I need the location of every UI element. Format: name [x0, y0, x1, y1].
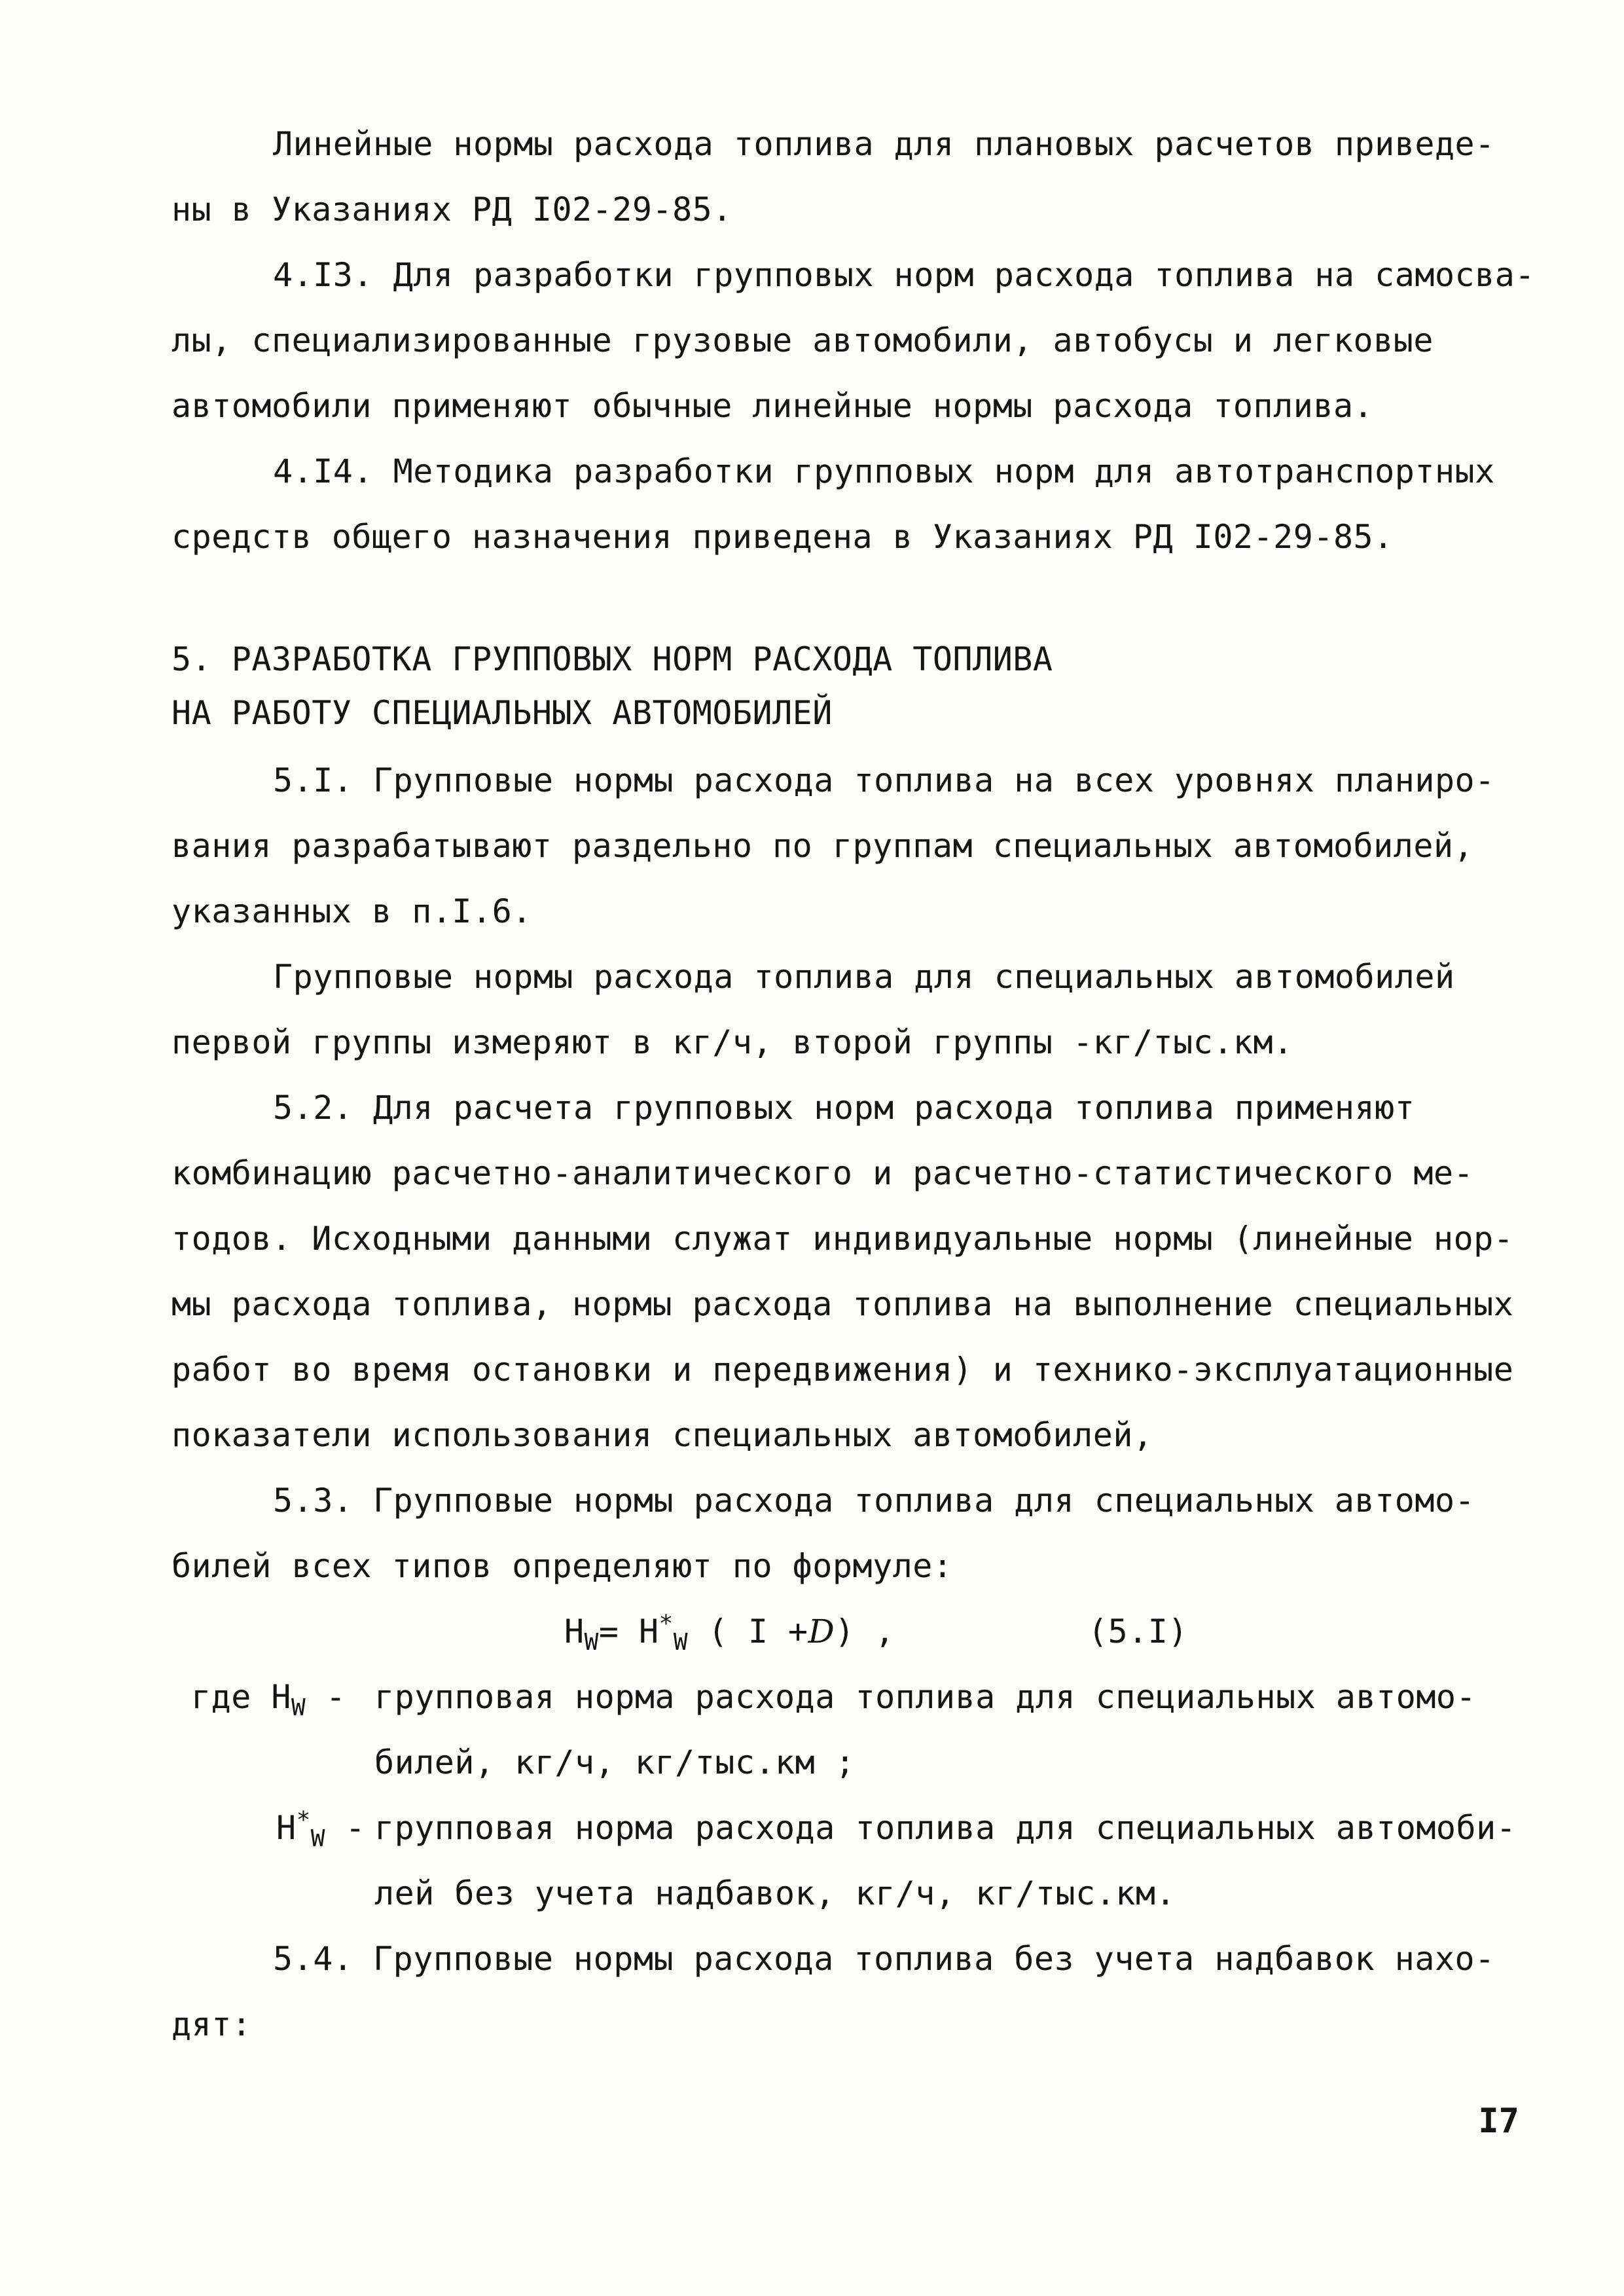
hw-star-dash: -	[345, 1809, 366, 1847]
para-5-3-line1: 5.3. Групповые нормы расхода топлива для специальных автомо-	[273, 1482, 1475, 1520]
para-5-2-line4: мы расхода топлива, нормы расхода топлива на выполнение специальных	[171, 1285, 1514, 1323]
section-heading-line2: НА РАБОТУ СПЕЦИАЛЬНЫХ АВТОМОБИЛЕЙ	[171, 694, 833, 732]
formula-expression	[564, 1599, 895, 1664]
para-4-13-line1: 4.I3. Для разработки групповых норм расхода топлива на самосва-	[273, 256, 1535, 294]
hw-symbol: H	[271, 1678, 292, 1716]
document-page	[171, 111, 1535, 2057]
formula-eq: =	[598, 1613, 619, 1650]
formula-d-symbol: D	[808, 1613, 835, 1650]
para-4-14-line2: средств общего назначения приведена в Указаниях РД I02-29-85.	[171, 518, 1394, 556]
para-5-2-line6: показатели использования специальных автомобилей,	[171, 1416, 1153, 1454]
formula-5-1	[171, 1599, 1513, 1664]
para-5-4-line2: дят:	[171, 2005, 252, 2043]
definition-hw-star-line1: групповая норма расхода топлива для специальных автомоби-	[374, 1809, 1517, 1847]
definition-hw-line1: групповая норма расхода топлива для специальных автомо-	[374, 1678, 1477, 1716]
definition-hw	[171, 1664, 1513, 1795]
section-5-heading	[171, 635, 1513, 737]
formula-lhs-sub: W	[584, 1629, 599, 1656]
para-5-1-line2: вания разрабатывают раздельно по группам специальных автомобилей,	[171, 827, 1474, 865]
para-5-1b-line1: Групповые нормы расхода топлива для специальных автомобилей	[273, 958, 1455, 996]
definitions-list	[171, 1664, 1517, 1926]
para-4-14-line1: 4.I4. Методика разработки групповых норм для автотранспортных	[273, 452, 1495, 490]
definition-hw-term	[191, 1664, 346, 1730]
para-4-12-line1: Линейные нормы расхода топлива для плановых расчетов приведе-	[273, 125, 1495, 163]
para-5-4-line1: 5.4. Групповые нормы расхода топлива без учета надбавок нахо-	[273, 1940, 1495, 1978]
formula-close: ) ,	[835, 1613, 895, 1650]
para-4-13-line2: лы, специализированные грузовые автомобили, автобусы и легковые	[171, 321, 1434, 359]
para-5-1b-line2: первой группы измеряют в кг/ч, второй группы -кг/тыс.км.	[171, 1023, 1293, 1061]
section-heading-line1: 5. РАЗРАБОТКА ГРУППОВЫХ НОРМ РАСХОДА ТОПЛИВА	[171, 640, 1053, 678]
definition-hw-line2: билей, кг/ч, кг/тыс.км ;	[374, 1743, 856, 1781]
definition-hw-star	[171, 1795, 1517, 1926]
page-number: I7	[1478, 2102, 1519, 2141]
formula-rest: ( I +	[708, 1613, 808, 1650]
para-5-2-line1: 5.2. Для расчета групповых норм расхода топлива применяют	[273, 1089, 1415, 1127]
para-5-3-line2: билей всех типов определяют по формуле:	[171, 1547, 953, 1585]
definition-hw-star-term	[276, 1795, 365, 1861]
definition-hw-star-line2: лей без учета надбавок, кг/ч, кг/тыс.км.	[374, 1874, 1176, 1912]
para-5-2-line3: тодов. Исходными данными служат индивидуальные нормы (линейные нор-	[171, 1220, 1514, 1258]
para-4-13-line3: автомобили применяют обычные линейные нормы расхода топлива.	[171, 387, 1374, 425]
formula-rhs-sup: *	[659, 1610, 674, 1637]
where-label: где	[191, 1678, 251, 1716]
hw-star-symbol: H	[276, 1809, 297, 1847]
para-5-2-line5: работ во время остановки и передвижения) и технико-эксплуатационные	[171, 1351, 1514, 1389]
formula-rhs-sub: W	[673, 1629, 688, 1656]
hw-star-sub: W	[310, 1825, 325, 1852]
formula-rhs: H	[639, 1613, 659, 1650]
para-5-1-line3: указанных в п.I.6.	[171, 892, 532, 930]
para-5-2-line2: комбинацию расчетно-аналитического и расчетно-статистического ме-	[171, 1154, 1474, 1192]
hw-dash: -	[325, 1678, 346, 1716]
hw-star-sup: *	[296, 1806, 311, 1834]
para-5-1-line1: 5.I. Групповые нормы расхода топлива на всех уровнях планиро-	[273, 761, 1495, 799]
hw-sub: W	[291, 1694, 306, 1721]
para-4-12-line2: ны в Указаниях РД I02-29-85.	[171, 191, 732, 228]
formula-lhs: H	[564, 1613, 585, 1650]
formula-number: (5.I)	[1088, 1613, 1189, 1650]
